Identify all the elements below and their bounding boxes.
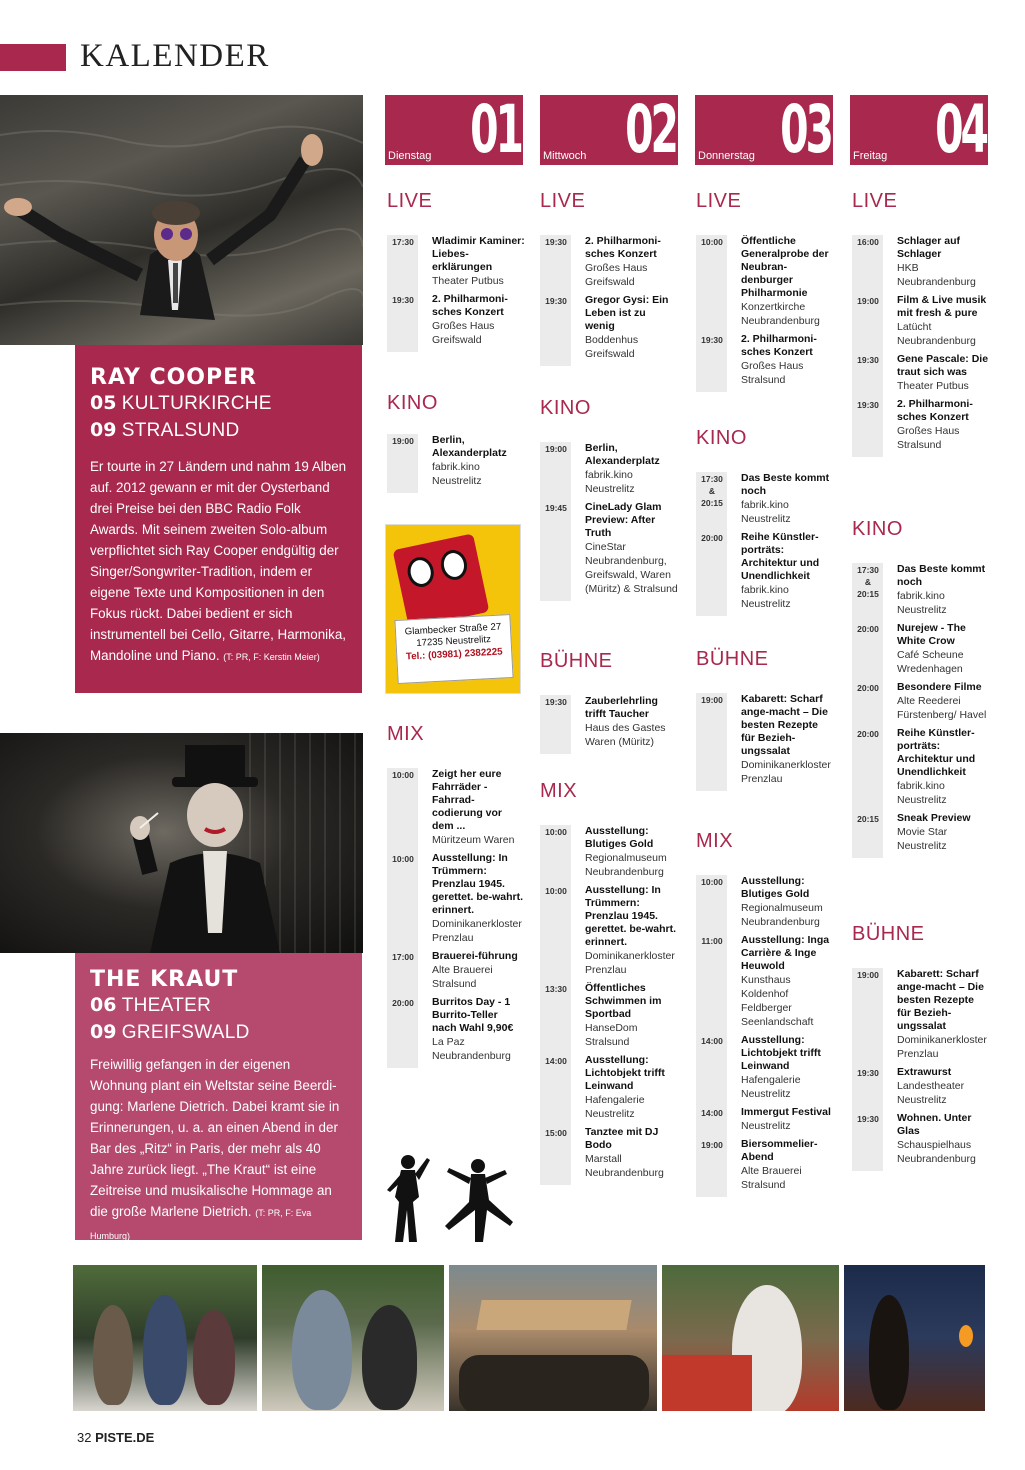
day-number: 02 — [625, 95, 676, 165]
event-block — [852, 563, 990, 858]
event-title: Nurejew - The White Crow — [897, 622, 966, 647]
event-time: 20:00 — [701, 533, 723, 543]
event-item — [540, 695, 678, 749]
section-heading-mix: MIX — [540, 780, 578, 802]
event-title: Burritos Day - 1 Burrito-Teller nach Wahl 9,90€ — [432, 996, 514, 1034]
event-time: 19:00 — [701, 695, 723, 705]
ad-address-street: Glambecker Straße 27 — [404, 621, 502, 638]
event-venue: Großes Haus Greifswald — [432, 320, 495, 346]
event-title: Ausstellung: Blutiges Gold — [585, 825, 654, 850]
event-venue: Regionalmuseum Neubrandenburg — [585, 852, 667, 878]
event-time: 19:00 — [857, 970, 879, 980]
ad-phone: Tel.: (03981) 2382225 — [405, 646, 503, 663]
event-title: Gene Pascale: Die traut sich was — [897, 353, 989, 378]
event-item — [852, 1066, 990, 1107]
event-title: 2. Philharmoni-sches Konzert — [585, 235, 661, 260]
event-venue: Dominikanerkloster Prenzlau — [432, 918, 522, 944]
event-venue: Konzertkirche Neubrandenburg — [741, 301, 820, 327]
dancers-silhouette-icon — [383, 1152, 523, 1244]
event-venue: Theater Putbus — [432, 275, 504, 287]
event-time: 20:00 — [392, 998, 414, 1008]
event-venue: Alte Reederei Fürstenberg/ Havel — [897, 695, 987, 721]
event-venue: Kunsthaus Koldenhof Feldberger Seenlandschaft — [741, 974, 814, 1028]
logo-eye-icon — [438, 548, 470, 583]
event-title: 2. Philharmoni-sches Konzert — [741, 333, 817, 358]
event-time: 19:30 — [857, 1068, 879, 1078]
event-block — [696, 875, 834, 1197]
event-item — [540, 982, 678, 1049]
event-venue: Dominikanerkloster Prenzlau — [741, 759, 831, 785]
event-venue: Neustrelitz — [741, 1120, 791, 1132]
event-title: Kabarett: Scharf ange-macht – Die besten Rezepte für Bezieh-ungssalat — [741, 693, 828, 757]
event-venue: Schauspielhaus Neubrandenburg — [897, 1139, 976, 1165]
section-heading-mix: MIX — [387, 723, 425, 745]
event-time: 19:30 — [857, 1114, 879, 1124]
event-title: Sneak Preview — [897, 812, 971, 824]
event-item — [540, 1126, 678, 1180]
header-accent-bar — [0, 44, 66, 71]
event-title: Ausstellung: Lichtobjekt trifft Leinwand — [741, 1034, 821, 1072]
event-title: Ausstellung: In Trümmern: Prenzlau 1945. gerettet. be-wahrt. erinnert. — [585, 884, 677, 948]
event-title: Öffentliche Generalprobe der Neubran-denburger Philharmonie — [741, 235, 829, 299]
feature-place: STRALSUND — [121, 420, 240, 441]
event-venue: Hafengalerie Neustrelitz — [741, 1074, 801, 1100]
event-item — [852, 563, 990, 617]
event-time: 14:00 — [701, 1036, 723, 1046]
guest-photo — [662, 1265, 839, 1411]
section-heading-live: LIVE — [387, 190, 433, 212]
event-block — [696, 472, 834, 616]
event-venue: Dominikanerkloster Prenzlau — [897, 1034, 987, 1060]
event-time: 10:00 — [701, 877, 723, 887]
ad-address-city: 17235 Neustrelitz — [416, 634, 492, 649]
section-heading-buehne: BÜHNE — [540, 650, 613, 672]
event-title: Immergut Festival — [741, 1106, 831, 1118]
event-block — [540, 825, 678, 1185]
event-time: 10:00 — [701, 237, 723, 247]
event-time: 10:00 — [545, 886, 567, 896]
photo-person — [292, 1290, 352, 1410]
event-title: Ausstellung: Lichtobjekt trifft Leinwand — [585, 1054, 665, 1092]
feature-day: 06 — [90, 994, 117, 1016]
day-header-02 — [540, 95, 678, 165]
ad-address-card — [394, 614, 513, 684]
event-title: Biersommelier-Abend — [741, 1138, 818, 1163]
event-venue: Haus des Gastes Waren (Müritz) — [585, 722, 666, 748]
event-block — [852, 968, 990, 1171]
photo-person — [193, 1310, 235, 1405]
event-venue: HanseDom Stralsund — [585, 1022, 638, 1048]
photo-person — [143, 1295, 187, 1405]
event-item — [387, 768, 525, 847]
event-venue: Boddenhus Greifswald — [585, 334, 639, 360]
event-item — [387, 950, 525, 991]
feature-place: GREIFSWALD — [121, 1022, 250, 1043]
the-kraut-photo — [0, 733, 363, 953]
event-block — [696, 693, 834, 791]
event-time: 19:45 — [545, 503, 567, 513]
event-item — [540, 235, 678, 289]
feature-description — [90, 1054, 347, 1247]
the-kraut-feature — [75, 953, 362, 1240]
event-title: CineLady Glam Preview: After Truth — [585, 501, 662, 539]
event-venue: fabrik.kino Neustrelitz — [741, 499, 791, 525]
section-heading-buehne: BÜHNE — [696, 648, 769, 670]
event-time: 19:30 — [857, 400, 879, 410]
event-item — [852, 727, 990, 807]
event-time: 17:00 — [392, 952, 414, 962]
event-item — [387, 293, 525, 347]
event-item — [696, 472, 834, 526]
event-time: 20:00 — [857, 683, 879, 693]
event-item — [387, 434, 525, 488]
event-item — [696, 875, 834, 929]
event-item — [852, 235, 990, 289]
event-item — [852, 968, 990, 1061]
section-heading-kino: KINO — [387, 392, 438, 414]
event-time: 19:00 — [857, 296, 879, 306]
event-title: Ausstellung: In Trümmern: Prenzlau 1945. gerettet. be-wahrt. erinnert. — [432, 852, 524, 916]
event-block — [696, 235, 834, 392]
event-item — [852, 294, 990, 348]
event-venue: La Paz Neubrandenburg — [432, 1036, 511, 1062]
event-title: Film & Live musik mit fresh & pure — [897, 294, 987, 319]
section-heading-live: LIVE — [696, 190, 742, 212]
event-time: 19:00 — [545, 444, 567, 454]
event-venue: Hafengalerie Neustrelitz — [585, 1094, 645, 1120]
event-title: Brauerei-führung — [432, 950, 518, 962]
photo-person — [459, 1355, 649, 1411]
day-number: 04 — [935, 95, 986, 165]
feature-description-text: Freiwillig gefangen in der eigenen Wohnung plant ein Weltstar seine Beerdi-gung: Marlene Dietrich. Dabei kramt sie in Erinnerungen, u. a. an einen Abend in der Bar des „Ritz“ in Paris, der mehr als 40 Jahre zurück liegt. „The Kraut“ ist eine Zeitreise und musikalische Hommage an die große Marlene Dietrich. — [90, 1057, 340, 1219]
event-time: 20:15 — [857, 814, 879, 824]
event-title: Gregor Gysi: Ein Leben ist zu wenig — [585, 294, 669, 332]
event-venue: Müritzeum Waren — [432, 834, 515, 846]
photo-torch-flame-icon — [959, 1325, 973, 1347]
feature-description-text: Er tourte in 27 Ländern und nahm 19 Alben auf. 2012 gewann er mit der Oysterband drei Preise bei den BBC Radio Folk Awards. Mit seinem zweiten Solo-album verpflichtet sich Ray Cooper endgültig der Singer/Songwriter-Tradition, indem er eigene Texte und Kompositionen in den Fokus rückt. Dabei bedient er sich instrumentell bei Cello, Gitarre, Harmonika, Mandoline und Piano. — [90, 459, 347, 663]
event-title: Berlin, Alexanderplatz — [585, 442, 660, 467]
feature-day: 09 — [90, 419, 117, 441]
section-heading-mix: MIX — [696, 830, 734, 852]
event-venue: Großes Haus Stralsund — [897, 425, 960, 451]
event-time: 15:00 — [545, 1128, 567, 1138]
feature-credit: (T: PR, F: Eva Humburg) — [90, 1208, 312, 1241]
event-venue: Marstall Neubrandenburg — [585, 1153, 664, 1179]
event-venue: Movie Star Neustrelitz — [897, 826, 948, 852]
event-block — [387, 768, 525, 1068]
event-title: Öffentliches Schwimmen im Sportbad — [585, 982, 662, 1020]
event-time: 19:00 — [392, 436, 414, 446]
event-item — [852, 353, 990, 393]
event-venue: Regionalmuseum Neubrandenburg — [741, 902, 823, 928]
event-title: Reihe Künstler-porträts: Architektur und Unendlichkeit — [741, 531, 820, 582]
feature-date-line — [90, 417, 347, 444]
feature-place: KULTURKIRCHE — [121, 393, 272, 414]
event-title: 2. Philharmoni-sches Konzert — [897, 398, 973, 423]
event-title: Das Beste kommt noch — [741, 472, 830, 497]
event-item — [852, 1112, 990, 1166]
event-item — [852, 398, 990, 452]
event-item — [696, 235, 834, 328]
ray-cooper-photo-art — [0, 95, 363, 345]
event-venue: Großes Haus Stralsund — [741, 360, 804, 386]
weekday-label: Dienstag — [388, 150, 432, 162]
weekday-label: Freitag — [853, 150, 888, 162]
ray-cooper-photo — [0, 95, 363, 345]
page-title: KALENDER — [80, 38, 270, 74]
event-block — [540, 235, 678, 366]
event-time: 17:30 & 20:15 — [701, 474, 723, 508]
logo-eye-icon — [405, 555, 437, 590]
day-header-04 — [850, 95, 988, 165]
feature-place: THEATER — [121, 995, 212, 1016]
event-venue: HKB Neubrandenburg — [897, 262, 976, 288]
event-title: 2. Philharmoni-sches Konzert — [432, 293, 508, 318]
event-block — [852, 235, 990, 457]
day-header-03 — [695, 95, 833, 165]
event-time: 19:30 — [857, 355, 879, 365]
event-block — [540, 695, 678, 754]
event-item — [387, 235, 525, 288]
event-item — [540, 825, 678, 879]
event-item — [387, 852, 525, 945]
event-venue: Alte Brauerei Stralsund — [741, 1165, 802, 1191]
event-title: Zauberlehrling trifft Taucher — [585, 695, 658, 720]
event-title: Besondere Filme — [897, 681, 982, 693]
feature-day: 05 — [90, 392, 117, 414]
event-title: Das Beste kommt noch — [897, 563, 986, 588]
torch-photo — [844, 1265, 985, 1411]
section-heading-kino: KINO — [696, 427, 747, 449]
event-time: 19:30 — [545, 296, 567, 306]
event-title: Ausstellung: Inga Carrière & Inge Heuwold — [741, 934, 830, 972]
page-number: 32 — [77, 1430, 92, 1445]
ray-cooper-feature — [75, 345, 362, 693]
event-time: 10:00 — [392, 770, 414, 780]
publication-brand: PISTE.DE — [95, 1430, 155, 1445]
feature-date-line — [90, 390, 347, 417]
event-item — [696, 693, 834, 786]
event-time: 19:00 — [701, 1140, 723, 1150]
event-title: Schlager auf Schlager — [897, 235, 961, 260]
weekday-label: Donnerstag — [698, 150, 755, 162]
event-venue: Theater Putbus — [897, 380, 969, 392]
audience-photo-2 — [262, 1265, 444, 1411]
event-item — [387, 996, 525, 1063]
event-item — [696, 934, 834, 1029]
event-time: 19:30 — [392, 295, 414, 305]
day-number: 01 — [470, 95, 521, 165]
event-item — [540, 442, 678, 496]
event-time: 16:00 — [857, 237, 879, 247]
photo-tent-canopy — [476, 1300, 631, 1330]
section-heading-live: LIVE — [540, 190, 586, 212]
event-title: Wladimir Kaminer: Liebes-erklärungen — [432, 235, 525, 273]
event-venue: Latücht Neubrandenburg — [897, 321, 976, 347]
event-time: 11:00 — [701, 936, 723, 946]
event-venue: Dominikanerkloster Prenzlau — [585, 950, 675, 976]
event-block — [387, 235, 525, 352]
event-title: Zeigt her eure Fahrräder - Fahrrad-codierung vor dem ... — [432, 768, 503, 832]
section-heading-buehne: BÜHNE — [852, 923, 925, 945]
event-time: 17:30 & 20:15 — [857, 565, 879, 599]
event-item — [540, 884, 678, 977]
feature-credit: (T: PR, F: Kerstin Meier) — [223, 652, 320, 662]
day-header-01 — [385, 95, 523, 165]
event-venue: fabrik.kino Neustrelitz — [432, 461, 482, 487]
event-venue: Alte Brauerei Stralsund — [432, 964, 493, 990]
section-heading-live: LIVE — [852, 190, 898, 212]
event-venue: fabrik.kino Neustrelitz — [585, 469, 635, 495]
event-item — [852, 681, 990, 722]
event-item — [696, 1106, 834, 1133]
event-venue: Großes Haus Greifswald — [585, 262, 648, 288]
feature-description — [90, 456, 347, 668]
event-title: Reihe Künstler-porträts: Architektur und Unendlichkeit — [897, 727, 976, 778]
event-time: 10:00 — [545, 827, 567, 837]
photo-person — [362, 1305, 417, 1410]
event-item — [540, 1054, 678, 1121]
event-title: Berlin, Alexanderplatz — [432, 434, 507, 459]
feature-date-line — [90, 992, 347, 1019]
event-title: Wohnen. Unter Glas — [897, 1112, 972, 1137]
event-title: Tanztee mit DJ Bodo — [585, 1126, 659, 1151]
event-item — [852, 622, 990, 676]
audience-photo-1 — [73, 1265, 257, 1411]
event-venue: fabrik.kino Neustrelitz — [897, 780, 947, 806]
pizza-logo-icon — [393, 533, 490, 628]
photo-red-bench — [662, 1355, 752, 1411]
event-item — [696, 1034, 834, 1101]
event-venue: fabrik.kino Neustrelitz — [741, 584, 791, 610]
concert-photo — [449, 1265, 657, 1411]
event-item — [540, 294, 678, 361]
page-footer — [77, 1430, 154, 1445]
event-time: 19:30 — [545, 237, 567, 247]
weekday-label: Mittwoch — [543, 150, 587, 162]
feature-title: RAY COOPER — [90, 365, 258, 390]
section-heading-kino: KINO — [852, 518, 903, 540]
the-kraut-photo-art — [0, 733, 363, 953]
event-venue: fabrik.kino Neustrelitz — [897, 590, 947, 616]
feature-title: THE KRAUT — [90, 967, 239, 992]
event-item — [852, 812, 990, 853]
event-time: 14:00 — [701, 1108, 723, 1118]
event-title: Kabarett: Scharf ange-macht – Die besten Rezepte für Bezieh-ungssalat — [897, 968, 984, 1032]
event-block — [387, 434, 525, 493]
photo-person — [93, 1305, 133, 1405]
event-time: 19:30 — [701, 335, 723, 345]
event-title: Extrawurst — [897, 1066, 952, 1078]
event-venue: CineStar Neubrandenburg, Greifswald, Waren (Müritz) & Stralsund — [585, 541, 678, 595]
event-time: 19:30 — [545, 697, 567, 707]
event-block — [540, 442, 678, 601]
event-item — [540, 501, 678, 596]
photo-person — [869, 1295, 909, 1410]
feature-date-line — [90, 1019, 347, 1046]
event-time: 20:00 — [857, 729, 879, 739]
event-venue: Café Scheune Wredenhagen — [897, 649, 964, 675]
event-time: 20:00 — [857, 624, 879, 634]
feature-day: 09 — [90, 1021, 117, 1043]
pizza-advertisement — [385, 524, 521, 694]
event-title: Ausstellung: Blutiges Gold — [741, 875, 810, 900]
event-venue: Landestheater Neustrelitz — [897, 1080, 965, 1106]
event-time: 10:00 — [392, 854, 414, 864]
event-item — [696, 1138, 834, 1192]
event-time: 17:30 — [392, 237, 414, 247]
event-item — [696, 333, 834, 387]
section-heading-kino: KINO — [540, 397, 591, 419]
event-time: 13:30 — [545, 984, 567, 994]
day-number: 03 — [780, 95, 831, 165]
event-item — [696, 531, 834, 611]
event-time: 14:00 — [545, 1056, 567, 1066]
